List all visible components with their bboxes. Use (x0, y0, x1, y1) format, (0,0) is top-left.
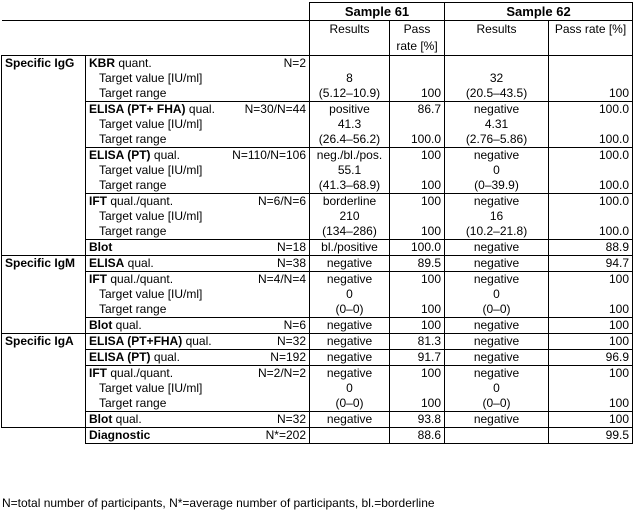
results-61 (310, 334, 390, 350)
pass-rate-value: 100 (420, 318, 442, 332)
header-blank (2, 21, 310, 56)
pass-rate-value (393, 381, 441, 396)
result-value: negative (473, 102, 520, 116)
result-value: 0 (346, 381, 353, 395)
test-cell (86, 56, 310, 102)
test-method: quant. (115, 56, 152, 70)
test-name: ELISA (PT+FHA) (89, 334, 183, 348)
result-value: (134–286) (322, 224, 377, 238)
pass-rate-62 (549, 148, 633, 194)
participant-count: N=192 (270, 350, 306, 364)
results-61 (310, 102, 390, 148)
results-62 (445, 240, 549, 256)
test-name-wrap (89, 334, 212, 349)
result-value: negative (473, 412, 520, 426)
test-heading (89, 240, 306, 255)
sample-62-header: Sample 62 (445, 3, 633, 21)
pass-rate-61 (390, 366, 445, 412)
result-value: (41.3–68.9) (318, 178, 381, 192)
result-value: neg./bl./pos. (316, 148, 383, 162)
participant-count: N*=202 (265, 428, 306, 442)
pass-rate-62 (549, 102, 633, 148)
test-name: IFT (89, 272, 107, 286)
pass-rate-value (393, 163, 441, 178)
test-name-wrap (89, 256, 154, 271)
pass-rate-value: 86.7 (417, 102, 442, 116)
result-value: 0 (493, 381, 500, 395)
test-cell (86, 148, 310, 194)
test-name-wrap (89, 56, 152, 71)
pass-rate-value (552, 71, 629, 86)
target-range-label: Target range (99, 396, 167, 410)
pass-rate-value: 100.0 (599, 102, 630, 116)
test-method: qual. (150, 148, 180, 162)
results-62 (445, 412, 549, 428)
test-name: Diagnostic (89, 428, 151, 442)
pass-rate-value: 100.0 (410, 132, 442, 146)
results-62 (445, 334, 549, 350)
pass-rate-value: 100 (420, 224, 442, 238)
pass-rate-value (393, 71, 441, 86)
test-method: qual. (112, 412, 142, 426)
test-cell (86, 412, 310, 428)
test-name-wrap (89, 428, 150, 443)
pass-rate-header-62: Pass rate [%] (549, 21, 633, 56)
pass-rate-value: 89.5 (417, 256, 442, 270)
result-value: (10.2–21.8) (465, 224, 528, 238)
participant-count: N=18 (276, 240, 306, 254)
pass-rate-value: 100.0 (599, 194, 630, 208)
pass-rate-value: 100 (420, 396, 442, 410)
test-heading (89, 318, 306, 333)
pass-rate-61 (390, 272, 445, 318)
test-cell (86, 256, 310, 272)
result-value: 16 (489, 209, 504, 223)
table-row (2, 272, 633, 318)
pass-rate-value: 100 (609, 396, 630, 410)
table-row (2, 256, 633, 272)
test-cell (86, 194, 310, 240)
results-61 (310, 412, 390, 428)
pass-rate-value: 100 (609, 412, 630, 426)
results-62 (445, 272, 549, 318)
result-value: negative (473, 334, 520, 348)
test-name: ELISA (89, 256, 125, 270)
participant-count: N=4/N=4 (257, 272, 306, 286)
pass-rate-value (552, 56, 629, 71)
result-value: negative (473, 256, 520, 270)
pass-rate-value: 100.0 (599, 132, 630, 146)
results-61 (310, 240, 390, 256)
results-62 (445, 366, 549, 412)
results-62 (445, 56, 549, 102)
target-value-label: Target value [IU/ml] (99, 163, 203, 177)
test-name-wrap (89, 194, 173, 209)
table-row (2, 334, 633, 350)
result-value: 8 (346, 71, 353, 85)
test-heading (89, 102, 306, 117)
pass-rate-61 (390, 350, 445, 366)
result-value: negative (326, 412, 373, 426)
header-blank (2, 3, 310, 21)
test-cell (86, 102, 310, 148)
target-range-label: Target range (99, 178, 167, 192)
pass-rate-value: 100 (420, 148, 442, 162)
group-blank (2, 428, 86, 444)
test-method: qual. (182, 334, 212, 348)
target-value-label: Target value [IU/ml] (99, 381, 203, 395)
pass-rate-61 (390, 334, 445, 350)
test-method: qual. (124, 256, 154, 270)
participant-count: N=32 (276, 412, 306, 426)
result-value: negative (473, 240, 520, 254)
pass-rate-62 (549, 366, 633, 412)
pass-rate-62 (549, 334, 633, 350)
results-header-62: Results (445, 21, 549, 56)
pass-rate-value: 100 (420, 272, 442, 286)
result-value: 55.1 (337, 163, 362, 177)
result-value (448, 428, 545, 443)
result-value: 0 (346, 287, 353, 301)
pass-rate-62 (549, 412, 633, 428)
pass-rate-value: 100 (609, 272, 630, 286)
target-value-label: Target value [IU/ml] (99, 71, 203, 85)
result-value (448, 56, 545, 71)
results-62 (445, 256, 549, 272)
pass-rate-value (393, 56, 441, 71)
pass-rate-62 (549, 240, 633, 256)
test-cell (86, 318, 310, 334)
pass-rate-61 (390, 56, 445, 102)
results-62 (445, 428, 549, 444)
pass-rate-value: 88.9 (605, 240, 630, 254)
pass-rate-value: 100.0 (410, 240, 442, 254)
test-heading (89, 272, 306, 287)
pass-rate-value: 96.9 (605, 350, 630, 364)
participant-count: N=32 (276, 334, 306, 348)
results-61 (310, 272, 390, 318)
test-cell (86, 350, 310, 366)
pass-rate-header-61: Pass rate [%] (390, 21, 445, 56)
results-61 (310, 428, 390, 444)
test-heading (89, 366, 306, 381)
test-cell (86, 272, 310, 318)
results-61 (310, 56, 390, 102)
header-row-columns (2, 21, 633, 56)
test-name-wrap (89, 240, 112, 255)
test-name: IFT (89, 194, 107, 208)
pass-rate-value: 81.3 (417, 334, 442, 348)
pass-rate-62 (549, 428, 633, 444)
participant-count: N=30/N=44 (244, 102, 306, 116)
test-heading (89, 428, 306, 443)
pass-rate-value (393, 209, 441, 224)
pass-rate-value: 100 (420, 86, 442, 100)
participant-count: N=38 (276, 256, 306, 270)
target-range-label: Target range (99, 302, 167, 316)
test-heading (89, 412, 306, 427)
result-value: positive (329, 102, 370, 116)
result-value (313, 56, 386, 71)
test-name-wrap (89, 412, 142, 427)
pass-rate-value: 88.6 (417, 428, 442, 442)
result-value: (5.12–10.9) (318, 86, 381, 100)
test-cell (86, 240, 310, 256)
header-row-samples (2, 3, 633, 21)
pass-rate-value (552, 287, 629, 302)
test-method: qual. (185, 102, 215, 116)
test-name-wrap (89, 272, 173, 287)
pass-rate-value: 100 (609, 86, 630, 100)
test-name-wrap (89, 350, 180, 365)
results-61 (310, 256, 390, 272)
test-name: Blot (89, 318, 113, 332)
result-value: negative (473, 318, 520, 332)
result-value: 41.3 (337, 117, 362, 131)
table-row (2, 428, 633, 444)
test-name: Blot (89, 412, 113, 426)
pass-rate-value (393, 287, 441, 302)
table-row (2, 366, 633, 412)
table-row (2, 240, 633, 256)
pass-rate-62 (549, 350, 633, 366)
results-62 (445, 194, 549, 240)
table-row (2, 412, 633, 428)
result-value: (0–0) (335, 396, 364, 410)
pass-rate-value: 91.7 (417, 350, 442, 364)
table-row (2, 102, 633, 148)
participant-count: N=2/N=2 (257, 366, 306, 380)
pass-rate-value: 100.0 (599, 178, 630, 192)
test-method: qual./quant. (107, 194, 174, 208)
pass-rate-value: 100 (420, 366, 442, 380)
pass-rate-62 (549, 318, 633, 334)
result-value: (0–0) (482, 396, 511, 410)
pass-rate-value: 100 (609, 334, 630, 348)
pass-rate-value: 100 (420, 302, 442, 316)
pass-rate-61 (390, 318, 445, 334)
pass-rate-value: 100 (609, 366, 630, 380)
test-name-wrap (89, 102, 215, 117)
test-name: Blot (89, 240, 113, 254)
result-value: borderline (322, 194, 377, 208)
test-cell (86, 428, 310, 444)
pass-rate-62 (549, 256, 633, 272)
test-method: qual. (150, 350, 180, 364)
result-value: negative (473, 366, 520, 380)
participant-count: N=6/N=6 (257, 194, 306, 208)
results-header-61: Results (310, 21, 390, 56)
group-label-igm: Specific IgM (2, 256, 86, 334)
results-62 (445, 350, 549, 366)
pass-rate-62 (549, 194, 633, 240)
pass-rate-61 (390, 240, 445, 256)
result-value: (0–39.9) (474, 178, 519, 192)
result-value: negative (326, 256, 373, 270)
result-value: (26.4–56.2) (318, 132, 381, 146)
result-value: (0–0) (482, 302, 511, 316)
result-value: 4.31 (484, 117, 509, 131)
pass-rate-value (552, 381, 629, 396)
footnote: N=total number of participants, N*=average number of participants, bl.=borderline (2, 496, 435, 510)
result-value: negative (326, 350, 373, 364)
participant-count: N=2 (283, 56, 306, 70)
pass-rate-value: 100.0 (599, 148, 630, 162)
result-value: (2.76–5.86) (465, 132, 528, 146)
test-method: qual. (112, 318, 142, 332)
pass-rate-61 (390, 148, 445, 194)
participant-count: N=110/N=106 (232, 148, 306, 162)
sample-61-header: Sample 61 (310, 3, 445, 21)
results-table (1, 2, 633, 444)
pass-rate-value: 100.0 (599, 224, 630, 238)
test-heading (89, 194, 306, 209)
pass-rate-value: 100 (420, 194, 442, 208)
test-name: IFT (89, 366, 107, 380)
group-label-iga: Specific IgA (2, 334, 86, 428)
result-value: negative (326, 366, 373, 380)
result-value: negative (326, 318, 373, 332)
target-range-label: Target range (99, 86, 167, 100)
test-heading (89, 148, 306, 163)
results-61 (310, 318, 390, 334)
pass-rate-value (552, 163, 629, 178)
result-value (313, 428, 386, 443)
results-61 (310, 148, 390, 194)
test-cell (86, 334, 310, 350)
results-62 (445, 318, 549, 334)
results-62 (445, 148, 549, 194)
test-heading (89, 350, 306, 365)
test-name-wrap (89, 366, 173, 381)
table-row (2, 148, 633, 194)
results-61 (310, 366, 390, 412)
result-value: negative (326, 272, 373, 286)
test-name: ELISA (PT) (89, 350, 151, 364)
result-value: negative (473, 350, 520, 364)
test-heading (89, 256, 306, 271)
pass-rate-value: 99.5 (605, 428, 630, 442)
test-method: qual./quant. (107, 272, 174, 286)
pass-rate-62 (549, 56, 633, 102)
pass-rate-value (393, 117, 441, 132)
target-value-label: Target value [IU/ml] (99, 209, 203, 223)
table-row (2, 318, 633, 334)
target-range-label: Target range (99, 224, 167, 238)
target-value-label: Target value [IU/ml] (99, 287, 203, 301)
result-value: (20.5–43.5) (465, 86, 528, 100)
test-name: ELISA (PT+ FHA) (89, 102, 186, 116)
table-row (2, 194, 633, 240)
participant-count: N=6 (283, 318, 306, 332)
results-61 (310, 350, 390, 366)
target-value-label: Target value [IU/ml] (99, 117, 203, 131)
result-value: (0–0) (335, 302, 364, 316)
table-row (2, 56, 633, 102)
pass-rate-61 (390, 194, 445, 240)
result-value: negative (473, 272, 520, 286)
pass-rate-value: 93.8 (417, 412, 442, 426)
pass-rate-value (552, 117, 629, 132)
pass-rate-value: 94.7 (605, 256, 630, 270)
pass-rate-value: 100 (420, 178, 442, 192)
result-value: 0 (493, 163, 500, 177)
pass-rate-value (552, 209, 629, 224)
test-heading (89, 56, 306, 71)
result-value: bl./positive (321, 240, 378, 254)
group-label-igg: Specific IgG (2, 56, 86, 256)
results-62 (445, 102, 549, 148)
pass-rate-61 (390, 256, 445, 272)
pass-rate-62 (549, 272, 633, 318)
test-name-wrap (89, 318, 142, 333)
table-row (2, 350, 633, 366)
target-range-label: Target range (99, 132, 167, 146)
test-method: qual./quant. (107, 366, 174, 380)
test-name-wrap (89, 148, 180, 163)
result-value: 32 (489, 71, 504, 85)
result-value: 0 (493, 287, 500, 301)
pass-rate-value: 100 (609, 318, 630, 332)
result-value: negative (473, 148, 520, 162)
pass-rate-61 (390, 412, 445, 428)
pass-rate-value: 100 (609, 302, 630, 316)
result-value: negative (326, 334, 373, 348)
results-61 (310, 194, 390, 240)
result-value: 210 (339, 209, 360, 223)
test-name: ELISA (PT) (89, 148, 151, 162)
test-cell (86, 366, 310, 412)
pass-rate-61 (390, 428, 445, 444)
result-value: negative (473, 194, 520, 208)
test-name: KBR (89, 56, 115, 70)
test-heading (89, 334, 306, 349)
pass-rate-61 (390, 102, 445, 148)
